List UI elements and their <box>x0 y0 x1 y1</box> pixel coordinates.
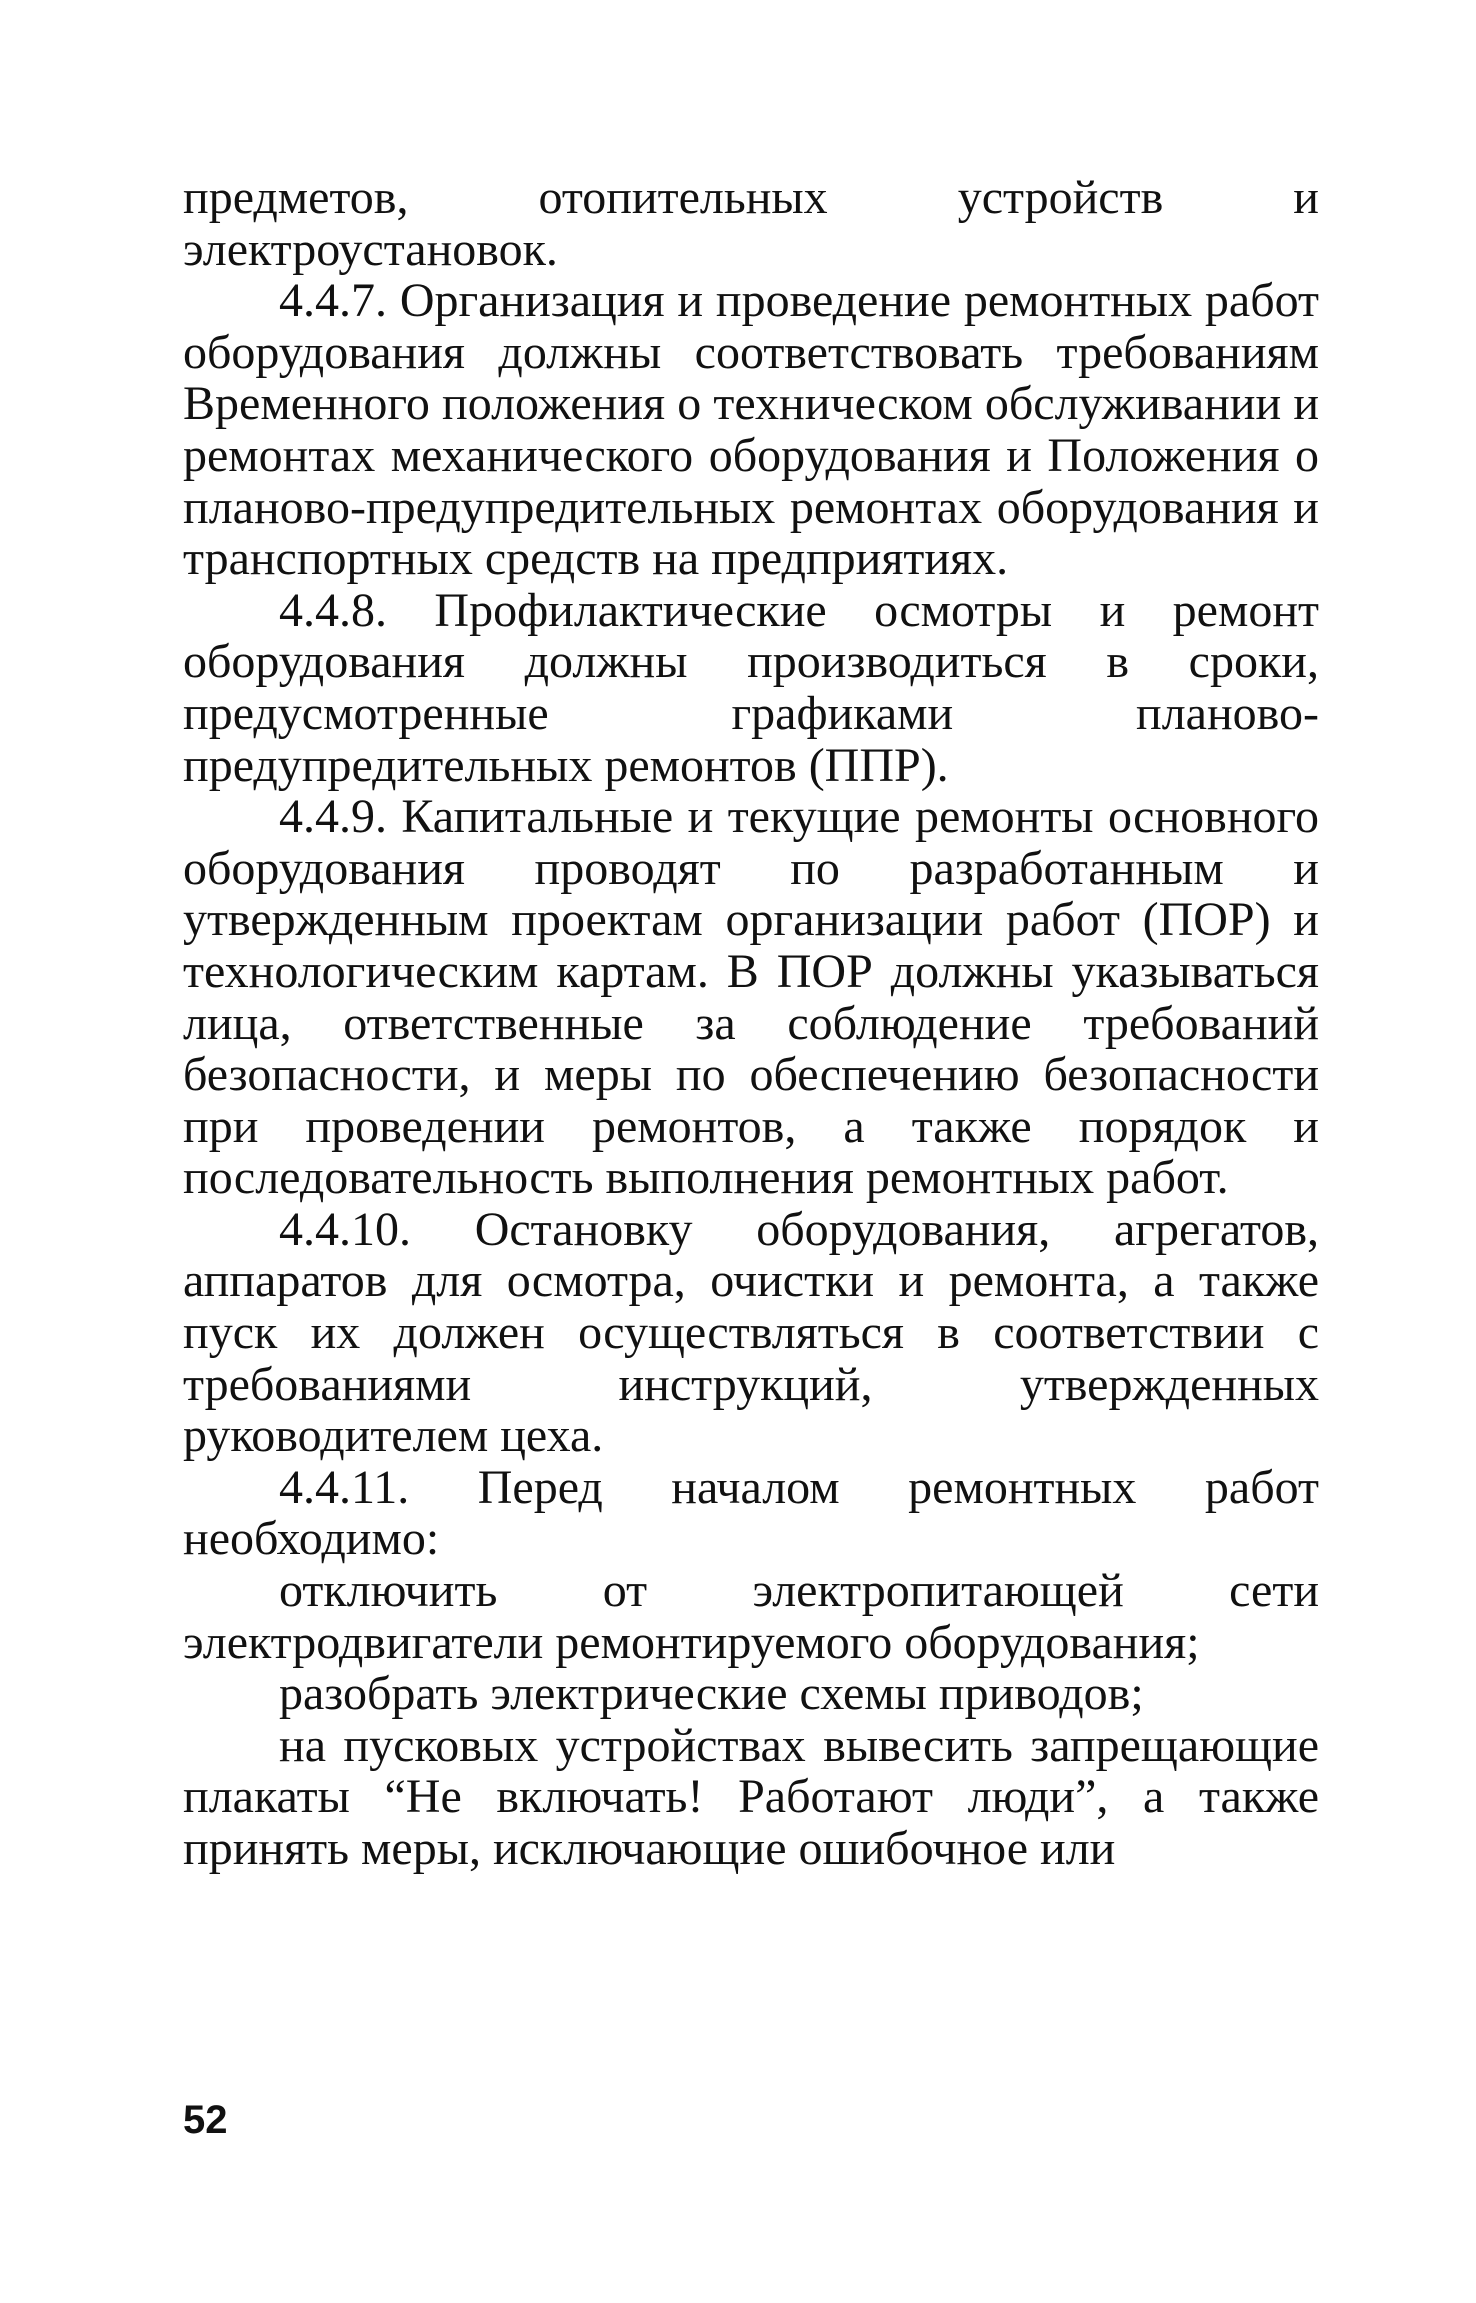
paragraph-4-4-9: 4.4.9. Капитальные и текущие ремонты основного оборудования проводят по разработанным и утвержденным проектам организации работ (ПОР) и технологическим картам. В ПОР должны указываться лица, ответственные за соблюдение требований безопасности, и меры по обеспечению безопасности при проведении ремонтов, а также порядок и последовательность выполнения ремонтных работ. <box>183 790 1319 1205</box>
page-number: 52 <box>183 2098 228 2142</box>
body-text <box>183 172 1319 1875</box>
paragraph-4-4-11: 4.4.11. Перед началом ремонтных работ необходимо: <box>183 1460 1319 1566</box>
list-item-warning-signs: на пусковых устройствах вывесить запрещающие плакаты “Не включать! Работают люди”, а также принять меры, исключающие ошибочное или <box>183 1718 1319 1875</box>
list-item-dismantle-circuits: разобрать электрические схемы приводов; <box>279 1667 1144 1721</box>
paragraph-continuation: предметов, отопительных устройств и электроустановок. <box>183 171 1319 276</box>
paragraph-4-4-7: 4.4.7. Организация и проведение ремонтных работ оборудования должны соответствовать требованиям Временного положения о техническом обслуживании и ремонтах механического оборудования и Положения о планово-предупредительных ремонтах оборудования и транспортных средств на предприятиях. <box>183 274 1319 586</box>
list-item-disconnect-motors: отключить от электропитающей сети электродвигатели ремонтируемого оборудования; <box>183 1564 1319 1669</box>
paragraph-4-4-10: 4.4.10. Остановку оборудования, агрегатов, аппаратов для осмотра, очистки и ремонта, а также пуск их должен осуществляться в соответствии с требованиями инструкций, утвержденных руководителем цеха. <box>183 1202 1319 1463</box>
paragraph-4-4-8: 4.4.8. Профилактические осмотры и ремонт оборудования должны производиться в сроки, предусмотренные графиками планово-предупредительных ремонтов (ППР). <box>183 583 1319 792</box>
